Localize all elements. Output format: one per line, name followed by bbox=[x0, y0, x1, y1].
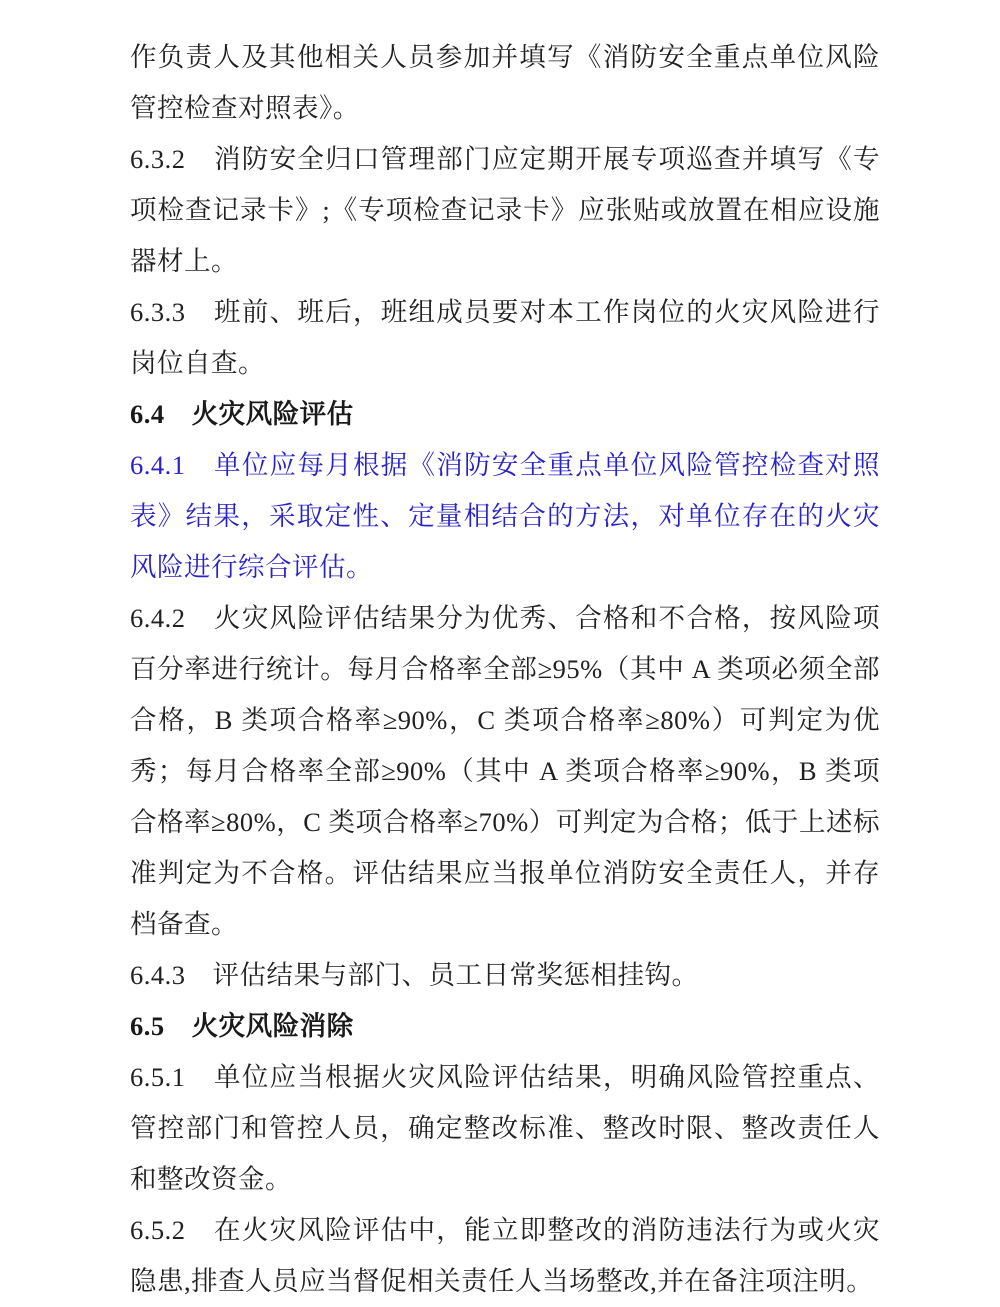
document-body bbox=[130, 32, 880, 1307]
para-6-5-2: 6.5.2 在火灾风险评估中，能立即整改的消防违法行为或火灾隐患,排查人员应当督促相关责任人当场整改,并在备注项注明。 bbox=[130, 1215, 880, 1296]
para-6-4-1-highlighted: 6.4.1 单位应每月根据《消防安全重点单位风险管控检查对照表》结果，采取定性、定量相结合的方法，对单位存在的火灾风险进行综合评估。 bbox=[130, 450, 880, 582]
para-6-3-3: 6.3.3 班前、班后，班组成员要对本工作岗位的火灾风险进行岗位自查。 bbox=[130, 297, 880, 378]
para-6-3-2: 6.3.2 消防安全归口管理部门应定期开展专项巡查并填写《专项检查记录卡》;《专项检查记录卡》应张贴或放置在相应设施器材上。 bbox=[130, 144, 880, 276]
para-continuation-6-3-1: 作负责人及其他相关人员参加并填写《消防安全重点单位风险管控检查对照表》。 bbox=[130, 42, 880, 123]
para-6-4-2: 6.4.2 火灾风险评估结果分为优秀、合格和不合格，按风险项百分率进行统计。每月合格率全部≥95%（其中 A 类项必须全部合格，B 类项合格率≥90%，C 类项合格率≥80%）可判定为优秀；每月合格率全部≥90%（其中 A 类项合格率≥90%，B 类项合格率≥80%，C 类项合格率≥70%）可判定为合格；低于上述标准判定为不合格。评估结果应当报单位消防安全责任人，并存档备查。 bbox=[130, 603, 880, 939]
para-6-5-1: 6.5.1 单位应当根据火灾风险评估结果，明确风险管控重点、管控部门和管控人员，确定整改标准、整改时限、整改责任人和整改资金。 bbox=[130, 1062, 880, 1194]
section-heading-6-4: 6.4 火灾风险评估 bbox=[130, 399, 354, 429]
para-6-4-3: 6.4.3 评估结果与部门、员工日常奖惩相挂钩。 bbox=[130, 960, 699, 990]
section-heading-6-5: 6.5 火灾风险消除 bbox=[130, 1011, 354, 1041]
